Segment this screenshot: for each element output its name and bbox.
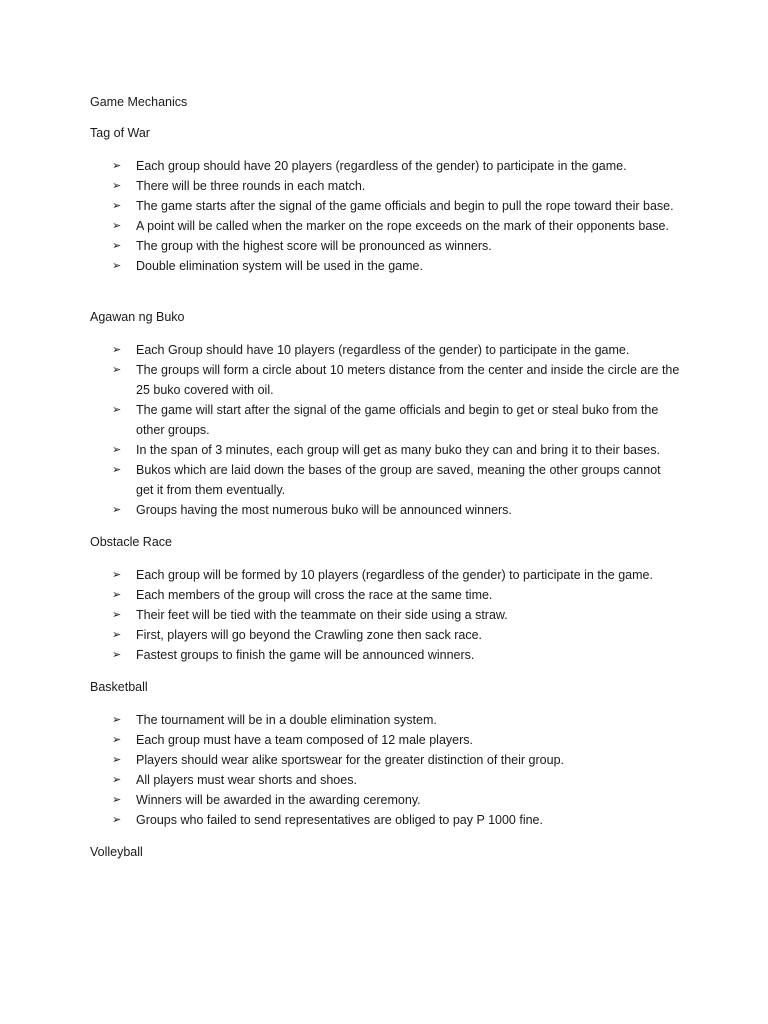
arrowhead-bullet-icon: ➢ xyxy=(112,628,122,641)
bullet-list xyxy=(90,156,680,276)
list-item xyxy=(90,460,680,500)
arrowhead-bullet-icon: ➢ xyxy=(112,773,122,786)
arrowhead-bullet-icon: ➢ xyxy=(112,793,122,806)
list-item-text: Each group will be formed by 10 players (regardless of the gender) to participate in the game. xyxy=(136,568,653,582)
list-item xyxy=(90,156,680,176)
section-heading: Agawan ng Buko xyxy=(90,310,185,324)
list-item xyxy=(90,500,680,520)
arrowhead-bullet-icon: ➢ xyxy=(112,403,122,416)
section-agawan-ng-buko xyxy=(90,307,680,520)
section-obstacle-race xyxy=(90,532,680,665)
list-item xyxy=(90,750,680,770)
list-item xyxy=(90,585,680,605)
arrowhead-bullet-icon: ➢ xyxy=(112,463,122,476)
arrowhead-bullet-icon: ➢ xyxy=(112,343,122,356)
list-item xyxy=(90,645,680,665)
bullet-list xyxy=(90,340,680,520)
bullet-list xyxy=(90,710,680,830)
list-item xyxy=(90,176,680,196)
arrowhead-bullet-icon: ➢ xyxy=(112,608,122,621)
arrowhead-bullet-icon: ➢ xyxy=(112,753,122,766)
arrowhead-bullet-icon: ➢ xyxy=(112,239,122,252)
section-tag-of-war xyxy=(90,123,680,276)
list-item xyxy=(90,810,680,830)
list-item xyxy=(90,605,680,625)
arrowhead-bullet-icon: ➢ xyxy=(112,179,122,192)
arrowhead-bullet-icon: ➢ xyxy=(112,713,122,726)
arrowhead-bullet-icon: ➢ xyxy=(112,813,122,826)
list-item xyxy=(90,440,680,460)
list-item xyxy=(90,790,680,810)
list-item-text: Players should wear alike sportswear for the greater distinction of their group. xyxy=(136,753,564,767)
list-item-text: Each Group should have 10 players (regardless of the gender) to participate in the game. xyxy=(136,343,630,357)
section-heading: Basketball xyxy=(90,680,148,694)
list-item-text: In the span of 3 minutes, each group will get as many buko they can and bring it to their bases. xyxy=(136,443,660,457)
arrowhead-bullet-icon: ➢ xyxy=(112,443,122,456)
arrowhead-bullet-icon: ➢ xyxy=(112,363,122,376)
list-item xyxy=(90,256,680,276)
list-item-text: The tournament will be in a double elimination system. xyxy=(136,713,437,727)
arrowhead-bullet-icon: ➢ xyxy=(112,733,122,746)
document-title: Game Mechanics xyxy=(90,95,188,109)
list-item xyxy=(90,236,680,256)
arrowhead-bullet-icon: ➢ xyxy=(112,219,122,232)
list-item-text: Each group must have a team composed of 12 male players. xyxy=(136,733,473,747)
arrowhead-bullet-icon: ➢ xyxy=(112,648,122,661)
list-item-text: Groups who failed to send representatives are obliged to pay P 1000 fine. xyxy=(136,813,543,827)
arrowhead-bullet-icon: ➢ xyxy=(112,159,122,172)
arrowhead-bullet-icon: ➢ xyxy=(112,259,122,272)
list-item xyxy=(90,730,680,750)
section-heading: Tag of War xyxy=(90,126,150,140)
arrowhead-bullet-icon: ➢ xyxy=(112,199,122,212)
list-item-text: The groups will form a circle about 10 meters distance from the center and inside the circle are the 25 buko covered with oil. xyxy=(136,363,680,397)
list-item xyxy=(90,565,680,585)
list-item xyxy=(90,360,680,400)
section-heading: Volleyball xyxy=(90,845,143,859)
list-item-text: Their feet will be tied with the teammate on their side using a straw. xyxy=(136,608,508,622)
list-item xyxy=(90,625,680,645)
list-item xyxy=(90,196,680,216)
document-body xyxy=(90,92,680,872)
section-heading: Obstacle Race xyxy=(90,535,172,549)
list-item-text: There will be three rounds in each match. xyxy=(136,179,366,193)
list-item-text: Each group should have 20 players (regardless of the gender) to participate in the game. xyxy=(136,159,627,173)
arrowhead-bullet-icon: ➢ xyxy=(112,503,122,516)
bullet-list xyxy=(90,565,680,665)
list-item-text: Double elimination system will be used in the game. xyxy=(136,259,423,273)
section-basketball xyxy=(90,677,680,830)
list-item-text: The game starts after the signal of the game officials and begin to pull the rope toward their base. xyxy=(136,199,674,213)
list-item xyxy=(90,216,680,236)
list-item xyxy=(90,770,680,790)
arrowhead-bullet-icon: ➢ xyxy=(112,588,122,601)
list-item-text: A point will be called when the marker on the rope exceeds on the mark of their opponents base. xyxy=(136,219,669,233)
list-item-text: The game will start after the signal of the game officials and begin to get or steal buko from the other groups. xyxy=(136,403,659,437)
section-volleyball xyxy=(90,842,680,862)
list-item-text: Bukos which are laid down the bases of the group are saved, meaning the other groups cannot get it from them eventually. xyxy=(136,463,661,497)
list-item-text: The group with the highest score will be pronounced as winners. xyxy=(136,239,492,253)
list-item-text: Each members of the group will cross the race at the same time. xyxy=(136,588,493,602)
arrowhead-bullet-icon: ➢ xyxy=(112,568,122,581)
list-item xyxy=(90,400,680,440)
list-item-text: Groups having the most numerous buko will be announced winners. xyxy=(136,503,512,517)
list-item-text: First, players will go beyond the Crawling zone then sack race. xyxy=(136,628,482,642)
list-item xyxy=(90,340,680,360)
list-item-text: Fastest groups to finish the game will be announced winners. xyxy=(136,648,475,662)
list-item xyxy=(90,710,680,730)
list-item-text: All players must wear shorts and shoes. xyxy=(136,773,357,787)
list-item-text: Winners will be awarded in the awarding ceremony. xyxy=(136,793,421,807)
